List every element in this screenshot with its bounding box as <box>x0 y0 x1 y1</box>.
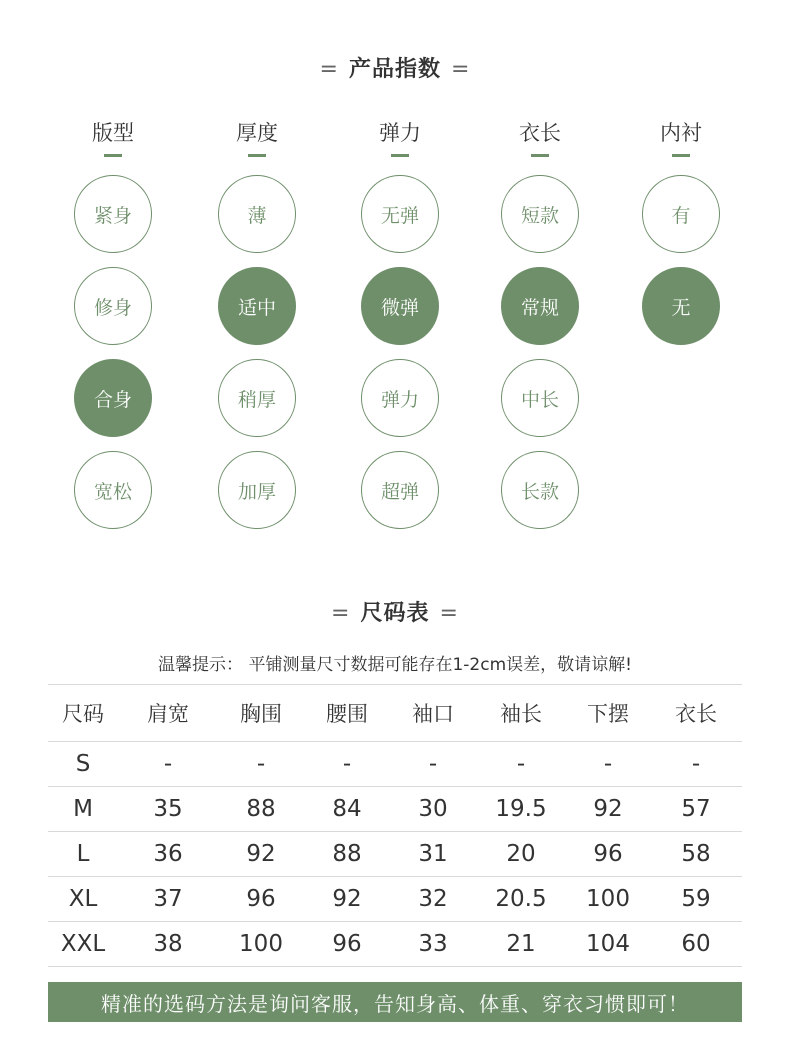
table-cell: - <box>218 742 304 787</box>
attribute-underline <box>531 154 549 157</box>
table-row <box>48 742 742 787</box>
attribute-name: 版型 <box>92 121 134 145</box>
size-table-header: 衣长 <box>650 685 742 742</box>
size-table-header-row <box>48 685 742 742</box>
table-cell: - <box>566 742 650 787</box>
footer-banner: 精准的选码方法是询问客服，告知身高、体重、穿衣习惯即可！ <box>48 982 742 1022</box>
table-cell: 31 <box>390 832 476 877</box>
table-cell: 21 <box>476 922 566 967</box>
table-cell: 92 <box>566 787 650 832</box>
size-table-header: 肩宽 <box>118 685 218 742</box>
attribute-column <box>217 118 297 157</box>
attribute-option: 中长 <box>501 359 579 437</box>
table-cell: 96 <box>566 832 650 877</box>
table-row <box>48 787 742 832</box>
table-cell: 100 <box>218 922 304 967</box>
table-cell: 92 <box>304 877 390 922</box>
table-cell: 20 <box>476 832 566 877</box>
attribute-option: 加厚 <box>218 451 296 529</box>
attribute-option-selected: 微弹 <box>361 267 439 345</box>
size-table-header: 胸围 <box>218 685 304 742</box>
table-cell: 57 <box>650 787 742 832</box>
attribute-option: 短款 <box>501 175 579 253</box>
table-cell: 88 <box>218 787 304 832</box>
table-cell: 19.5 <box>476 787 566 832</box>
size-chart-title-text: 尺码表 <box>360 601 430 626</box>
attribute-option: 无弹 <box>361 175 439 253</box>
attribute-underline <box>391 154 409 157</box>
table-cell: 60 <box>650 922 742 967</box>
table-cell: 104 <box>566 922 650 967</box>
table-cell: M <box>48 787 118 832</box>
table-cell: 100 <box>566 877 650 922</box>
attribute-option: 超弹 <box>361 451 439 529</box>
title-deco-left: = <box>319 57 339 82</box>
table-cell: 88 <box>304 832 390 877</box>
table-cell: 59 <box>650 877 742 922</box>
table-cell: 84 <box>304 787 390 832</box>
size-table-header: 尺码 <box>48 685 118 742</box>
attribute-option: 有 <box>642 175 720 253</box>
table-cell: - <box>650 742 742 787</box>
table-cell: XXL <box>48 922 118 967</box>
table-cell: XL <box>48 877 118 922</box>
table-cell: 96 <box>218 877 304 922</box>
attribute-column <box>73 118 153 157</box>
title-deco-right: = <box>451 57 471 82</box>
attribute-option: 长款 <box>501 451 579 529</box>
attribute-option: 修身 <box>74 267 152 345</box>
table-cell: - <box>390 742 476 787</box>
attribute-option-selected: 常规 <box>501 267 579 345</box>
size-table-body <box>48 742 742 967</box>
attribute-name: 厚度 <box>236 121 278 145</box>
table-row <box>48 877 742 922</box>
table-row <box>48 922 742 967</box>
title-deco-right: = <box>439 601 459 626</box>
size-chart-title <box>0 596 790 627</box>
table-cell: 33 <box>390 922 476 967</box>
attribute-column <box>360 118 440 157</box>
attribute-option: 薄 <box>218 175 296 253</box>
table-cell: S <box>48 742 118 787</box>
product-index-title-text: 产品指数 <box>348 57 441 82</box>
attribute-option-selected: 无 <box>642 267 720 345</box>
attribute-option: 紧身 <box>74 175 152 253</box>
table-cell: 20.5 <box>476 877 566 922</box>
table-cell: 35 <box>118 787 218 832</box>
title-deco-left: = <box>331 601 351 626</box>
size-table-header: 下摆 <box>566 685 650 742</box>
table-cell: - <box>118 742 218 787</box>
attribute-underline <box>104 154 122 157</box>
attribute-underline <box>248 154 266 157</box>
table-cell: - <box>476 742 566 787</box>
table-cell: 32 <box>390 877 476 922</box>
table-cell: 38 <box>118 922 218 967</box>
attribute-name: 内衬 <box>660 121 702 145</box>
attribute-column <box>641 118 721 157</box>
size-table-header: 腰围 <box>304 685 390 742</box>
table-cell: 36 <box>118 832 218 877</box>
attribute-option: 弹力 <box>361 359 439 437</box>
table-cell: - <box>304 742 390 787</box>
attribute-column <box>500 118 580 157</box>
size-table-header: 袖口 <box>390 685 476 742</box>
table-cell: 92 <box>218 832 304 877</box>
table-cell: 30 <box>390 787 476 832</box>
attribute-option: 稍厚 <box>218 359 296 437</box>
attribute-option-selected: 适中 <box>218 267 296 345</box>
attribute-name: 衣长 <box>519 121 561 145</box>
attribute-option-selected: 合身 <box>74 359 152 437</box>
size-table-header: 袖长 <box>476 685 566 742</box>
table-row <box>48 832 742 877</box>
attribute-underline <box>672 154 690 157</box>
table-cell: 58 <box>650 832 742 877</box>
attribute-option: 宽松 <box>74 451 152 529</box>
size-table <box>48 684 742 967</box>
attribute-name: 弹力 <box>379 121 421 145</box>
table-cell: 96 <box>304 922 390 967</box>
table-cell: L <box>48 832 118 877</box>
table-cell: 37 <box>118 877 218 922</box>
product-index-title <box>0 52 790 83</box>
measurement-tip: 温馨提示： 平铺测量尺寸数据可能存在1-2cm误差，敬请谅解! <box>158 655 632 675</box>
